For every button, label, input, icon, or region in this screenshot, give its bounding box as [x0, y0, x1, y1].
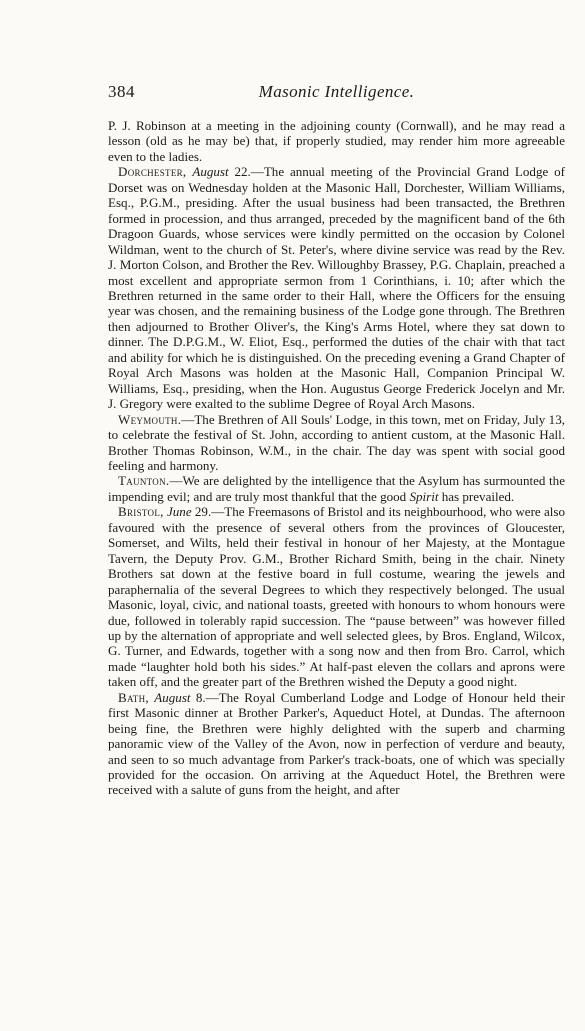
- paragraph-text: 8.—The Royal Cumberland Lodge and Lodge of Honour held their first Masonic dinner at Brother Parker's, Aqueduct Hotel, at Dundas. The afternoon being fine, the Brethren were highly delighted with the superb and charming panoramic view of the Valley of the Avon, now in perfection of verdure and beauty, and seen to so much advantage from Parker's track-boats, one of which was specially provided for the occasion. On arriving at the Aqueduct Hotel, the Brethren were received with a salute of guns from the height, and after: [108, 689, 565, 798]
- date-month: June: [166, 504, 192, 520]
- place-name: Bath,: [118, 689, 149, 705]
- running-title: Masonic Intelligence.: [258, 82, 415, 101]
- paragraph-text: —The Brethren of All Souls' Lodge, in this town, met on Friday, July 13, to celebrate the festival of St. John, according to antient custom, at the Masonic Hall. Brother Thomas Robinson, W.M., in the chair. The day was spent with social good feeling and harmony.: [108, 411, 565, 473]
- paragraph-bath: [108, 690, 565, 798]
- paragraph-text-end: has prevailed.: [438, 488, 515, 504]
- paragraph-taunton: [108, 473, 565, 504]
- place-name: Dorchester,: [118, 164, 187, 180]
- place-name: Taunton.: [118, 473, 170, 489]
- paragraph-dorchester: [108, 164, 565, 411]
- article-body: [108, 118, 565, 798]
- paragraph-continuation: [108, 118, 565, 164]
- date-month: August: [192, 164, 229, 180]
- paragraph-text: 29.—The Freemasons of Bristol and its neighbourhood, who were also favoured with the presence of several others from the provinces of Gloucester, Somerset, and Wilts, held their festival in honour of her Majesty, at the Montague Tavern, the Deputy Prov. G.M., Brother Richard Smith, being in the chair. Ninety Brothers sat down at the festive board in full costume, wearing the jewels and paraphernalia of the several Degrees to which they respectively belonged. The usual Masonic, loyal, civic, and national toasts, greeted with honours to whom honours were due, followed in tolerably rapid succession. The “pause between” was however filled up by the alternation of appropriate and well selected glees, by Bros. England, Wilcox, G. Turner, and Edwards, together with a song now and then from Bro. Carrol, which made “laughter hold both his sides.” At half-past eleven the collars and aprons were taken off, and the greater part of the Brethren wished the Deputy a good night.: [108, 504, 565, 690]
- date-month: August: [154, 689, 191, 705]
- paragraph-bristol: [108, 504, 565, 689]
- page-number: 384: [108, 82, 135, 101]
- paragraph-text: P. J. Robinson at a meeting in the adjoining county (Cornwall), and he may read a lesson (old as he may be) that, if properly studied, may render him more agreeable even to the ladies.: [108, 118, 565, 164]
- place-name: Weymouth.: [118, 411, 182, 427]
- place-name: Bristol,: [118, 504, 164, 520]
- page-header: [108, 82, 565, 108]
- paragraph-text: 22.—The annual meeting of the Provincial Grand Lodge of Dorset was on Wednesday holden at the Masonic Hall, Dorchester, William Williams, Esq., P.G.M., presiding. After the usual business had been transacted, the Brethren formed in procession, and thus arranged, preceded by the magnificent band of the 6th Dragoon Guards, whose services were kindly permitted on the occasion by Colonel Wildman, went to the church of St. Peter's, where divine service was read by the Rev. J. Morton Colson, and Brother the Rev. Willoughby Brassey, P.G. Chaplain, preached a most excellent and appropriate sermon from 1 Corinthians, i. 10; after which the Brethren returned in the same order to their Hall, where the Officers for the ensuing year was chosen, and the remaining business of the Lodge gone through. The Brethren then adjourned to Brother Oliver's, the King's Arms Hotel, where they sat down to dinner. The D.P.G.M., W. Eliot, Esq., performed the duties of the chair with that tact and ability for which he is distinguished. On the preceding evening a Grand Chapter of Royal Arch Masons was holden at the Masonic Hall, Companion Principal W. Williams, Esq., presiding, when the Hon. Augustus George Frederick Jocelyn and Mr. J. Gregory were exalted to the sublime Degree of Royal Arch Masons.: [108, 164, 565, 412]
- emphasis-word: Spirit: [409, 488, 439, 504]
- paragraph-text: —We are delighted by the intelligence that the Asylum has surmounted the impending evil; and are truly most thankful that the good: [108, 473, 565, 504]
- paragraph-weymouth: [108, 412, 565, 474]
